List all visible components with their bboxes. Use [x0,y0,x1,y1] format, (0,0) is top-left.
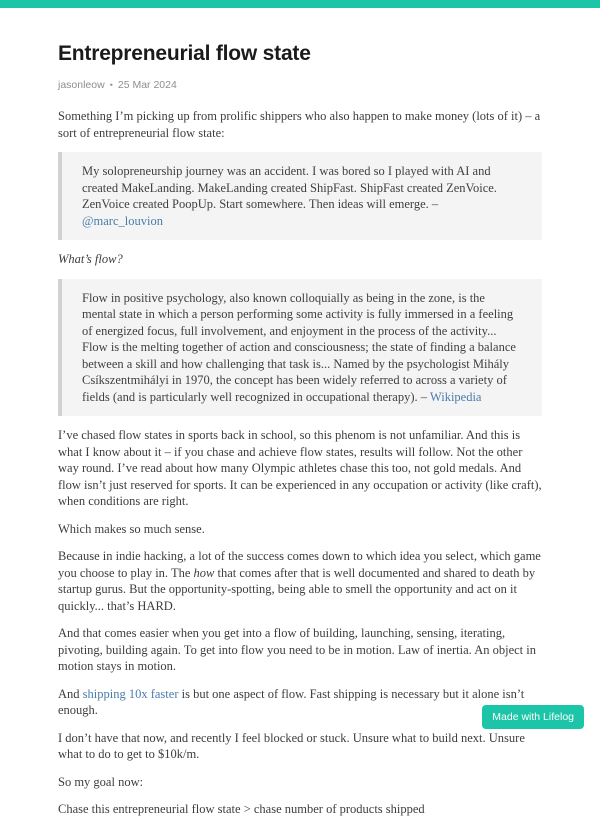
wikipedia-quote-block [58,279,542,417]
marc-quote-body: My solopreneurship journey was an accident. I was bored so I played with AI and created MakeLanding. MakeLanding created ShipFast. ShipFast created ZenVoice. ZenVoice created PoopUp. Start somewhere. Then ideas will emerge. – [82,164,497,211]
publish-date: 25 Mar 2024 [117,79,177,91]
makes-sense-paragraph: Which makes so much sense. [58,521,205,536]
marc-quote-text [82,163,522,229]
chase-paragraph: Chase this entrepreneurial flow state > chase number of products shipped [58,802,425,816]
flow-motion-paragraph: And that comes easier when you get into a flow of building, launching, sensing, iterating, pivoting, building again. To get into flow you need to be in motion. Law of inertia. An object in motion stays in motion. [58,626,536,673]
shipping-10x-faster-link[interactable]: shipping 10x faster [82,686,179,701]
goal-paragraph: So my goal now: [58,774,144,789]
byline [58,79,542,91]
top-accent-bar [0,0,600,8]
page-title: Entrepreneurial flow state [58,42,311,65]
shipping-before: And [58,686,83,701]
indie-hacking-italic-word: how [193,565,215,580]
wikipedia-link[interactable]: Wikipedia [429,389,482,404]
author-name: jasonleow [58,79,105,91]
shipping-paragraph [58,686,542,719]
marc-louvion-link[interactable]: @marc_louvion [82,213,163,228]
wikipedia-quote-text [82,290,522,406]
whats-flow-heading: What’s flow? [58,252,123,266]
byline-separator: • [109,80,113,90]
indie-hacking-after: that comes after that is well documented and shared to death by startup gurus. But the opportunity-spotting, being able to smell the opportunity and act on it quickly... that’s HARD. [58,565,536,613]
marc-quote-block [58,152,542,240]
wikipedia-quote-body: Flow in positive psychology, also known colloquially as being in the zone, is the mental state in which a person performing some activity is fully immersed in a feeling of energized focus, full involvement, and enjoyment in the process of the activity... Flow is the melting together of action and consciousness; the state of finding a balance between a skill and how challenging that task is... Named by the psychologist Mihály Csíkszentmihályi in 1970, the concept has been widely referred to across a variety of fields (and is particularly well recognized in occupational therapy). – [82,290,516,404]
article-body [58,108,542,818]
indie-hacking-before: Because in indie hacking, a lot of the success comes down to which idea you select, which game you choose to play in. The [58,549,541,580]
article-container [0,8,600,818]
indie-hacking-paragraph [58,548,542,614]
shipping-after: is but one aspect of flow. Fast shipping is necessary but it alone isn’t enough. [58,686,525,717]
chased-flow-paragraph: I’ve chased flow states in sports back in school, so this phenom is not unfamiliar. And this is what I know about it – if you chase and achieve flow states, results will follow. Not the other way round. I’ve read about how many Olympic athletes chase this too, not gold medals. And flow isn’t just reserved for sports. It can be experienced in any occupation or activity (like craft), when conditions are right. [58,428,542,508]
blocked-paragraph: I don’t have that now, and recently I feel blocked or stuck. Unsure what to build next. Unsure what to do to get to $10k/m. [58,730,525,761]
intro-paragraph: Something I’m picking up from prolific shippers who also happen to make money (lots of it) – a sort of entrepreneurial flow state: [58,109,541,140]
made-with-lifelog-button[interactable]: Made with Lifelog [482,705,584,730]
